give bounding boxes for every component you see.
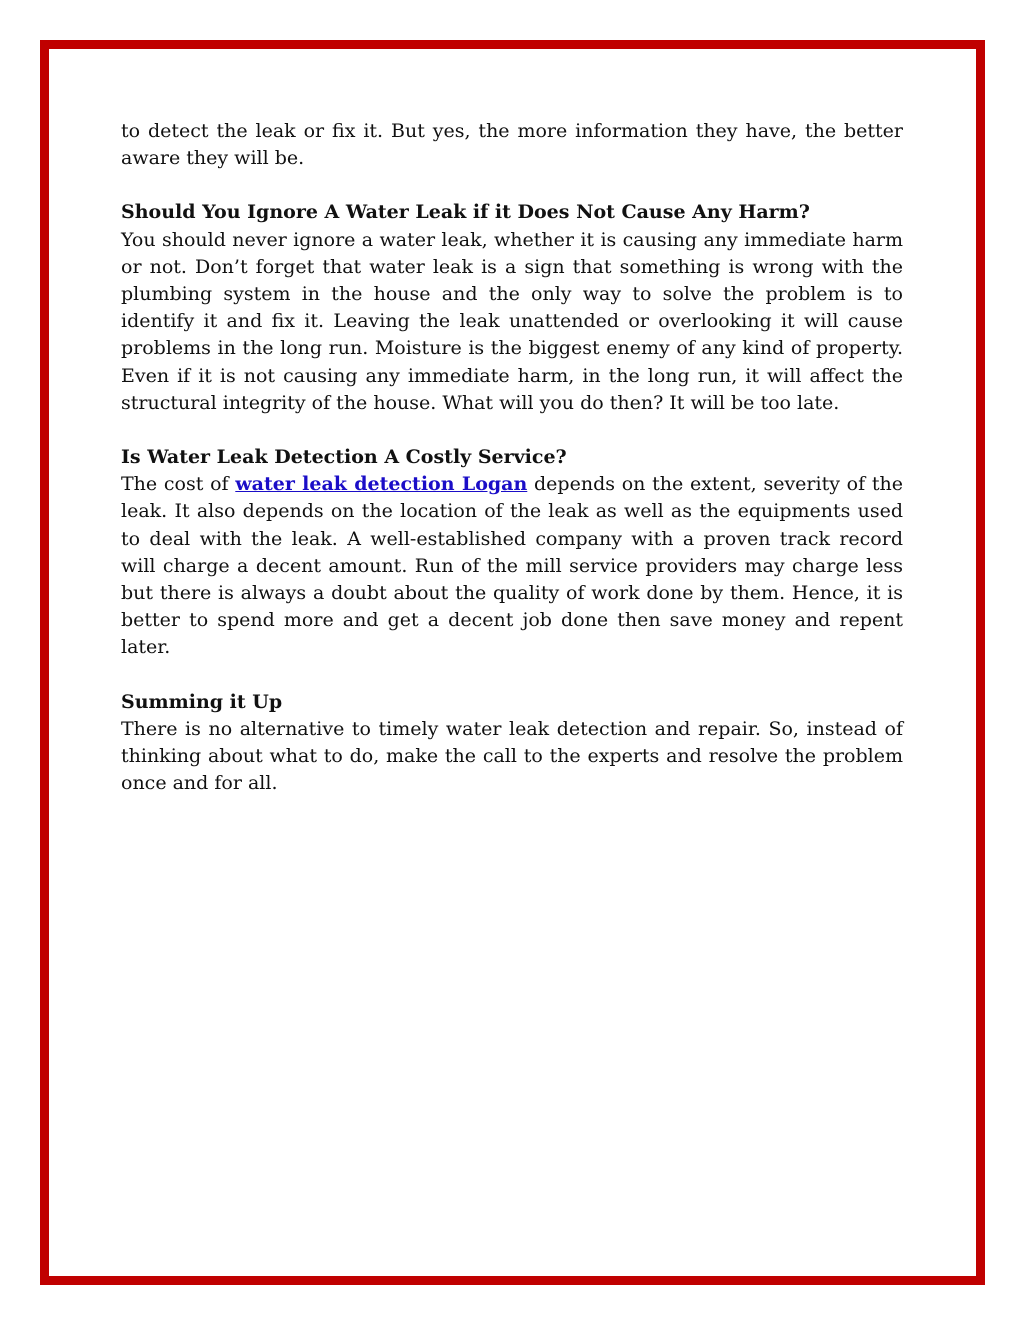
section-heading: Is Water Leak Detection A Costly Service? — [121, 446, 567, 469]
section-summing-up — [121, 689, 903, 798]
section-cost — [121, 444, 903, 662]
section-body: You should never ignore a water leak, whether it is causing any immediate harm or not. Don’t forget that water leak is a sign that something is wrong with the plumbing system in the house and the only way to solve the problem is to identify it and fix it. Leaving the leak unattended or overlooking it will cause problems in the long run. Moisture is the biggest enemy of any kind of property. Even if it is not causing any immediate harm, in the long run, it will affect the structural integrity of the house. What will you do then? It will be too late. — [121, 228, 903, 414]
body-text-before-link: The cost of — [121, 473, 236, 496]
section-heading: Summing it Up — [121, 690, 283, 713]
water-leak-detection-logan-link[interactable]: water leak detection Logan — [235, 473, 528, 496]
body-text-after-link: depends on the extent, severity of the leak. It also depends on the location of the leak as well as the equipments used to deal with the leak. A well-established company with a proven track record will charge a decent amount. Run of the mill service providers may charge less but there is always a doubt about the quality of work done by them. Hence, it is better to spend more and get a decent job done then save money and repent later. — [121, 473, 903, 659]
section-heading: Should You Ignore A Water Leak if it Does Not Cause Any Harm? — [121, 201, 810, 224]
section-body — [121, 471, 903, 661]
section-ignore-leak — [121, 199, 903, 417]
intro-paragraph: to detect the leak or fix it. But yes, the more information they have, the better aware they will be. — [121, 120, 903, 170]
section-body: There is no alternative to timely water leak detection and repair. So, instead of thinking about what to do, make the call to the experts and resolve the problem once and for all. — [121, 717, 903, 795]
document-content — [121, 118, 903, 797]
